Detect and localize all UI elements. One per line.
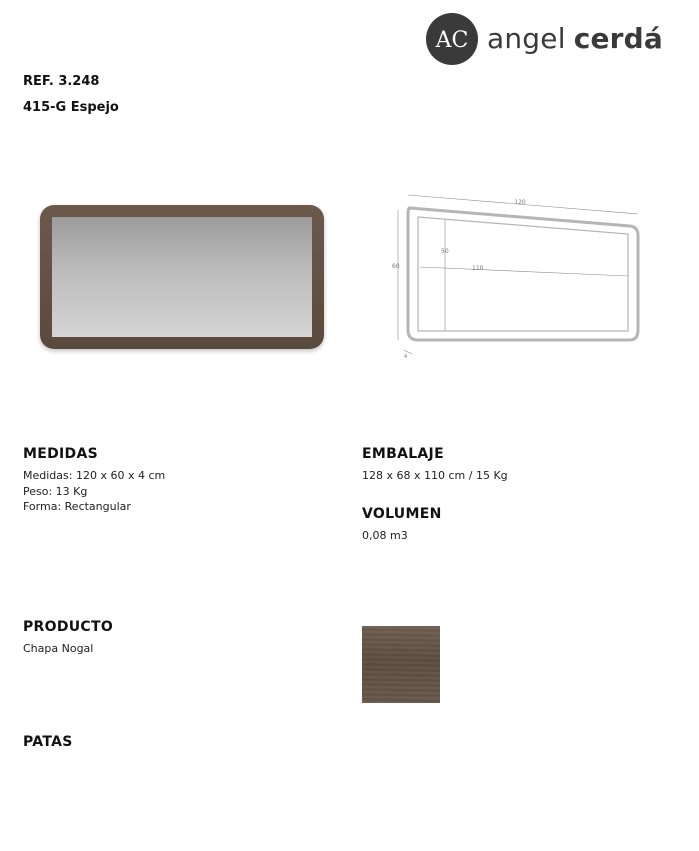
brand-name-light: angel [487, 22, 566, 55]
dimension-width: 120 [514, 199, 526, 206]
dimension-inner-width: 110 [472, 265, 484, 272]
patas-title: PATAS [23, 734, 73, 750]
dimension-height: 60 [392, 263, 400, 270]
medidas-title: MEDIDAS [23, 446, 98, 462]
volumen-title: VOLUMEN [362, 506, 442, 522]
medidas-line-1: Medidas: 120 x 60 x 4 cm [23, 469, 166, 482]
medidas-line-3: Forma: Rectangular [23, 500, 131, 513]
technical-drawing [390, 190, 650, 370]
mirror-glass [52, 217, 312, 337]
drawing-frame [408, 208, 638, 340]
logo-mark-text: AC [435, 28, 469, 53]
medidas-line-2: Peso: 13 Kg [23, 485, 88, 498]
producto-value: Chapa Nogal [23, 642, 94, 655]
brand-logo [425, 10, 687, 68]
dimension-inner-height: 50 [441, 248, 449, 255]
product-ref: REF. 3.248 [23, 74, 100, 89]
brand-name-bold: cerdá [573, 22, 664, 55]
product-name: 415-G Espejo [23, 100, 119, 115]
producto-title: PRODUCTO [23, 619, 114, 635]
finish-swatch-walnut [362, 626, 440, 703]
mirror-frame [40, 205, 324, 349]
logo-mark-icon [425, 12, 479, 66]
product-photo [30, 160, 335, 410]
embalaje-value: 128 x 68 x 110 cm / 15 Kg [362, 469, 508, 482]
brand-name [487, 22, 664, 55]
embalaje-title: EMBALAJE [362, 446, 444, 462]
dimension-depth: 4 [404, 354, 408, 360]
volumen-value: 0,08 m3 [362, 529, 408, 542]
